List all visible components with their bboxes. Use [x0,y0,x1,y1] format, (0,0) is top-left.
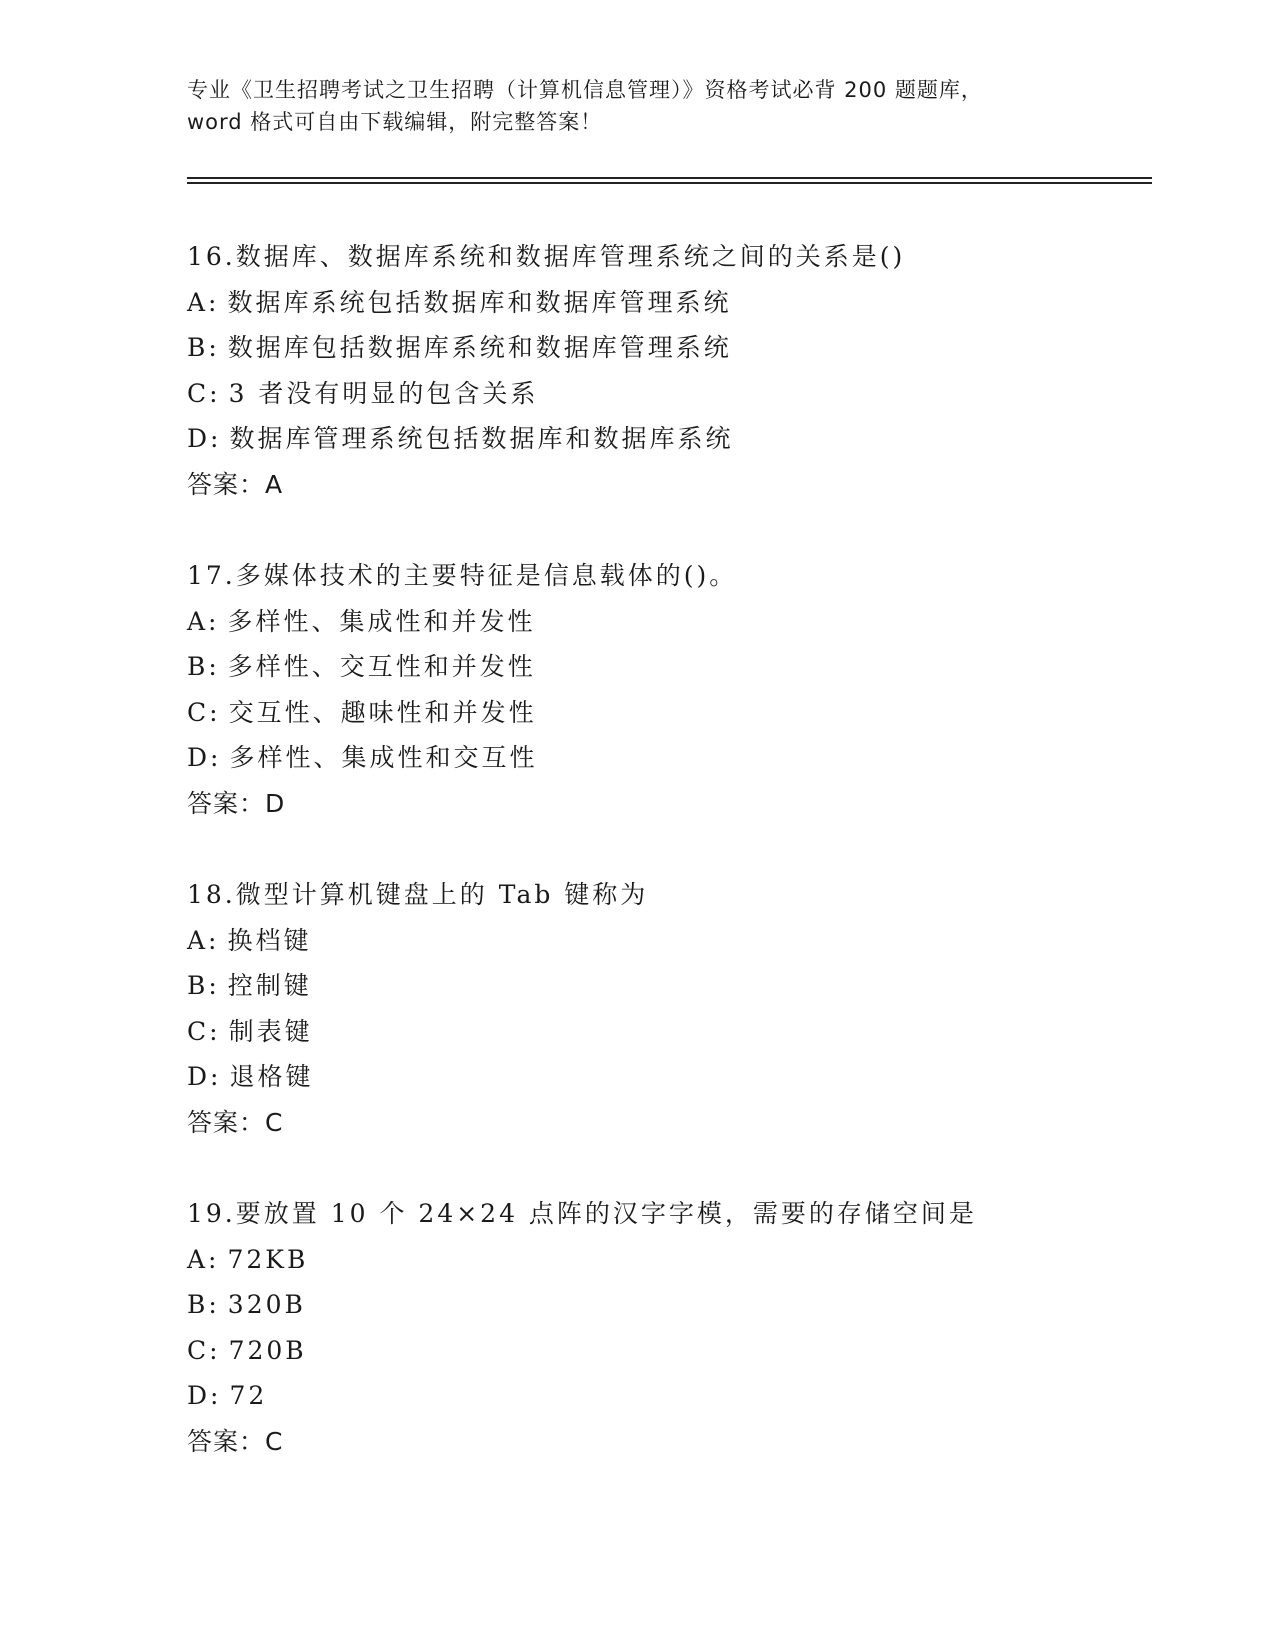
option-label: C: [187,1335,221,1365]
option-label: A: [187,925,220,955]
option-c [187,371,1147,417]
answer-line: 答案：A [187,469,284,499]
option-label: D: [187,743,222,772]
option-text: 72KB [227,1244,309,1274]
option-label: B: [187,971,220,1000]
question-18 [187,872,1147,1145]
option-text: 多样性、集成性和交互性 [229,743,538,772]
option-text: 退格键 [229,1062,314,1091]
option-label: C: [187,378,221,408]
question-stem: 16.数据库、数据库系统和数据库管理系统之间的关系是() [187,242,906,271]
option-b [187,963,1147,1009]
option-c [187,1009,1147,1055]
option-text: 换档键 [227,925,312,955]
option-label: D: [187,424,222,453]
option-label: C: [187,1016,221,1046]
question-17 [187,553,1147,826]
header-divider-top [187,177,1152,179]
question-19 [187,1191,1147,1464]
option-text: 多样性、集成性和并发性 [227,606,536,636]
option-b [187,1282,1147,1328]
question-stem: 18.微型计算机键盘上的 Tab 键称为 [187,880,649,909]
option-b [187,644,1147,690]
header-line-2: word 格式可自由下载编辑，附完整答案！ [187,110,603,134]
answer-line: 答案：D [187,788,286,818]
option-label: D: [187,1062,222,1091]
option-text: 3 者没有明显的包含关系 [228,378,539,408]
option-text: 控制键 [227,971,312,1000]
answer-line: 答案：C [187,1426,284,1456]
option-text: 320B [227,1290,306,1319]
question-stem: 17.多媒体技术的主要特征是信息载体的()。 [187,561,738,590]
option-text: 制表键 [228,1016,313,1046]
option-d [187,1054,1147,1100]
option-label: B: [187,1290,220,1319]
option-a [187,918,1147,964]
header-divider-bottom [187,182,1152,184]
option-text: 多样性、交互性和并发性 [227,652,536,681]
option-a [187,599,1147,645]
option-label: C: [187,697,221,727]
option-label: A: [187,287,220,317]
question-16 [187,234,1147,507]
option-text: 数据库系统包括数据库和数据库管理系统 [227,287,732,317]
option-b [187,325,1147,371]
option-label: A: [187,606,220,636]
option-text: 数据库管理系统包括数据库和数据库系统 [229,424,734,453]
option-d [187,735,1147,781]
answer-line: 答案：C [187,1107,284,1137]
option-label: B: [187,333,220,362]
option-c [187,690,1147,736]
option-label: B: [187,652,220,681]
option-label: D: [187,1381,222,1410]
option-d [187,1373,1147,1419]
option-a [187,280,1147,326]
document-header [187,74,1087,138]
option-d [187,416,1147,462]
option-text: 数据库包括数据库系统和数据库管理系统 [227,333,732,362]
option-c [187,1328,1147,1374]
option-label: A: [187,1244,220,1274]
option-text: 72 [229,1381,268,1410]
header-line-1: 专业《卫生招聘考试之卫生招聘（计算机信息管理）》资格考试必背 200 题题库， [187,78,983,102]
option-text: 720B [228,1335,307,1365]
question-stem: 19.要放置 10 个 24×24 点阵的汉字字模，需要的存储空间是 [187,1199,977,1228]
option-a [187,1237,1147,1283]
option-text: 交互性、趣味性和并发性 [228,697,537,727]
